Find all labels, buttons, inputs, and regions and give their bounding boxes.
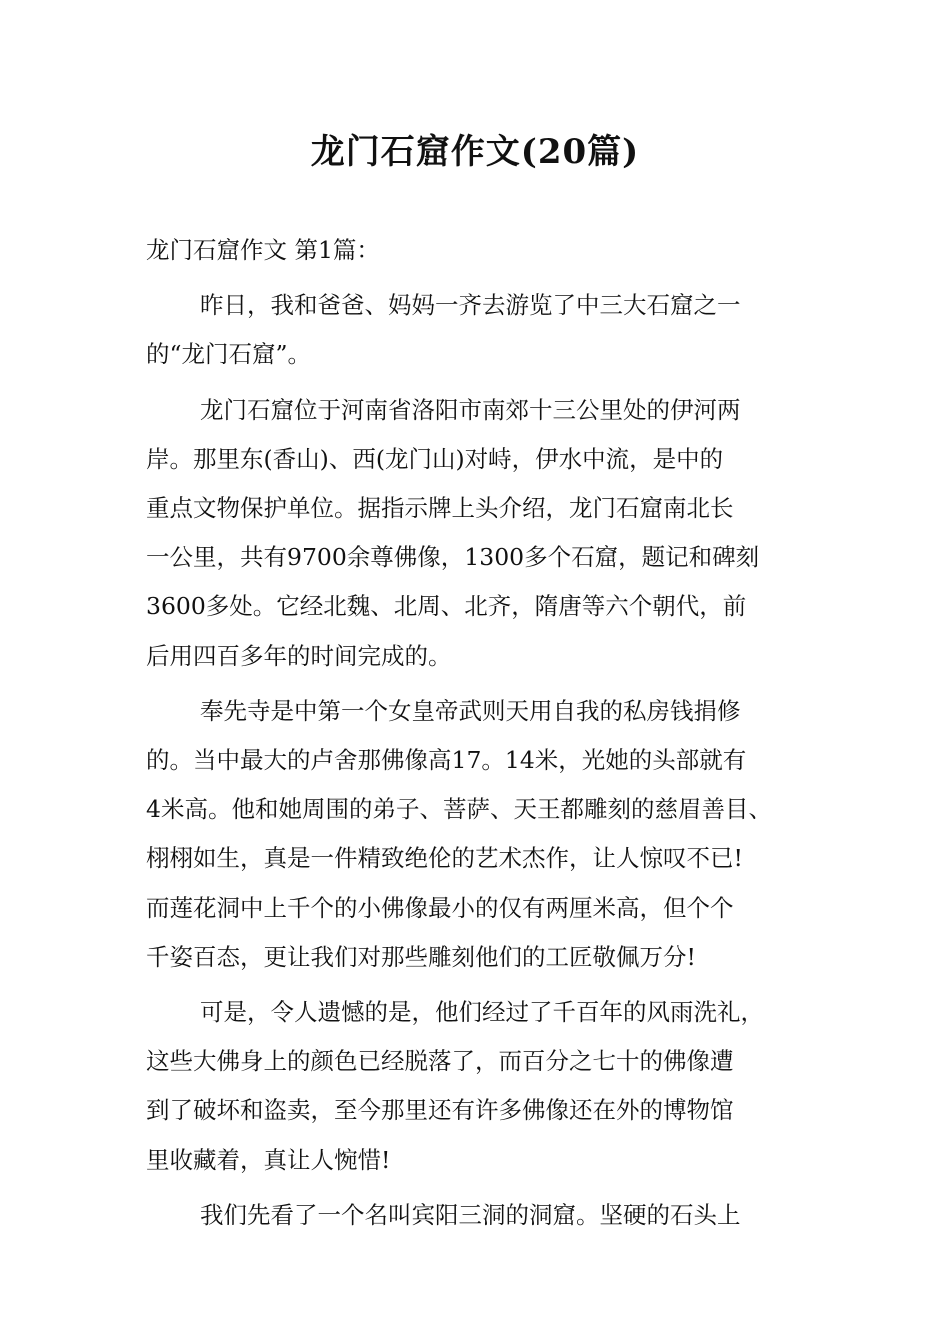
paragraph-line: 这些大佛身上的颜色已经脱落了，而百分之七十的佛像遭 bbox=[146, 1047, 734, 1076]
section-heading: 龙门石窟作文 第1篇： bbox=[146, 236, 380, 264]
paragraph-line: 岸。那里东(香山)、西(龙门山)对峙，伊水中流，是中的 bbox=[146, 444, 724, 473]
paragraph-line: 可是，令人遗憾的是，他们经过了千百年的风雨洗礼， bbox=[200, 998, 764, 1027]
paragraph-line: 奉先寺是中第一个女皇帝武则天用自我的私房钱捐修 bbox=[200, 696, 741, 725]
paragraph-line: 3600多处。它经北魏、北周、北齐，隋唐等六个朝代，前 bbox=[146, 592, 747, 621]
paragraph-line: 我们先看了一个名叫宾阳三洞的洞窟。坚硬的石头上 bbox=[200, 1200, 741, 1229]
paragraph-line: 4米高。他和她周围的弟子、菩萨、天王都雕刻的慈眉善目、 bbox=[146, 795, 772, 824]
paragraph-4 bbox=[146, 988, 812, 1185]
paragraph-line: 的。当中最大的卢舍那佛像高17。14米，光她的头部就有 bbox=[146, 746, 747, 775]
paragraph-line: 千姿百态，更让我们对那些雕刻他们的工匠敬佩万分! bbox=[146, 942, 696, 971]
document-title: 龙门石窟作文(20篇) bbox=[310, 132, 640, 172]
paragraph-line: 而莲花洞中上千个的小佛像最小的仅有两厘米高，但个个 bbox=[146, 893, 734, 922]
paragraph-line: 后用四百多年的时间完成的。 bbox=[146, 641, 452, 670]
paragraph-line: 栩栩如生，真是一件精致绝伦的艺术杰作，让人惊叹不已! bbox=[146, 844, 743, 873]
paragraph-line: 到了破坏和盗卖，至今那里还有许多佛像还在外的博物馆 bbox=[146, 1096, 734, 1125]
paragraph-line: 一公里，共有9700余尊佛像，1300多个石窟，题记和碑刻 bbox=[146, 543, 760, 572]
document-body bbox=[146, 226, 812, 1246]
paragraph-3 bbox=[146, 687, 812, 982]
paragraph-line: 龙门石窟位于河南省洛阳市南郊十三公里处的伊河两 bbox=[200, 395, 741, 424]
paragraph-1 bbox=[146, 281, 812, 379]
paragraph-line: 的“龙门石窟”。 bbox=[146, 340, 312, 369]
paragraph-line: 里收藏着，真让人惋惜! bbox=[146, 1145, 391, 1174]
paragraph-5 bbox=[146, 1191, 812, 1240]
paragraph-line: 重点文物保护单位。据指示牌上头介绍，龙门石窟南北长 bbox=[146, 494, 734, 523]
paragraph-2 bbox=[146, 386, 812, 681]
paragraph-line: 昨日，我和爸爸、妈妈一齐去游览了中三大石窟之一 bbox=[200, 291, 741, 320]
